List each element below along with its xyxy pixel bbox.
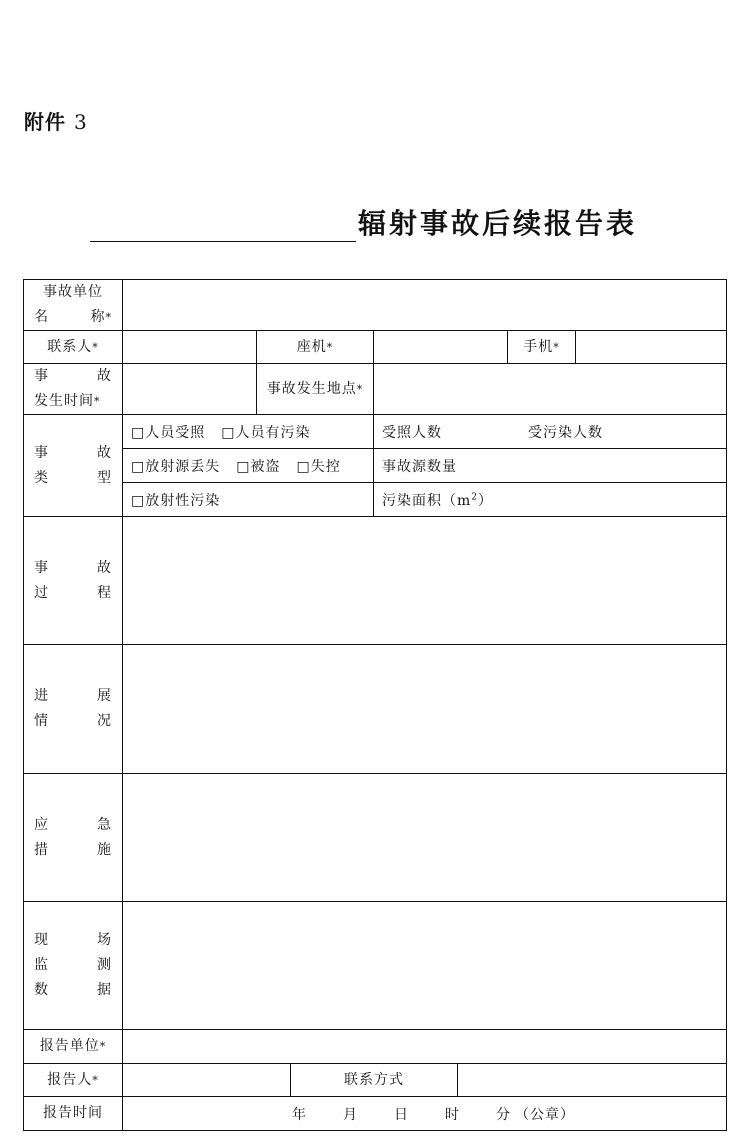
label-accident-type xyxy=(24,415,123,517)
checkbox-out-of-control[interactable] xyxy=(296,459,340,475)
row-unit-name xyxy=(24,280,727,331)
field-report-time[interactable] xyxy=(123,1097,727,1131)
required-mark: * xyxy=(94,395,101,408)
label-hour: 时 xyxy=(445,1106,460,1123)
label-year: 年 xyxy=(292,1106,307,1123)
label-accident-time-line2 xyxy=(34,389,112,414)
checkbox-radioactive-pollution[interactable] xyxy=(131,493,220,509)
label-monitoring-c: 监 xyxy=(34,957,49,973)
label-unit-name-a: 名 xyxy=(34,309,49,325)
row-type-3 xyxy=(24,483,727,517)
label-monitoring-b: 场 xyxy=(97,932,112,948)
option-source-lost-label: 放射源丢失 xyxy=(145,458,221,475)
label-measures-c: 措 xyxy=(34,841,49,858)
label-process-d: 程 xyxy=(97,584,112,601)
page-title: 辐射事故后续报告表 xyxy=(358,207,638,240)
label-contact-person-text: 联系人 xyxy=(47,338,93,355)
option-stolen-label: 被盗 xyxy=(250,458,281,475)
label-contact-method-text: 联系方式 xyxy=(344,1071,404,1088)
label-unit-name xyxy=(24,280,123,331)
label-process-a: 事 xyxy=(34,559,49,576)
required-mark: * xyxy=(326,340,334,354)
label-unit-name-b: 称 xyxy=(90,309,106,325)
label-location-text: 事故发生地点 xyxy=(266,380,357,397)
label-day: 日 xyxy=(394,1106,409,1123)
attachment-text: 附件 xyxy=(24,110,66,134)
row-type-1 xyxy=(24,415,727,449)
field-person-counts[interactable] xyxy=(374,415,727,449)
label-progress-c: 情 xyxy=(34,713,49,729)
label-progress-line2 xyxy=(34,709,112,734)
field-source-count[interactable] xyxy=(374,449,727,483)
field-pollution-area[interactable] xyxy=(374,483,727,517)
label-progress-d: 况 xyxy=(97,713,112,729)
row-process xyxy=(24,517,727,645)
label-monitoring-line2 xyxy=(34,953,112,978)
label-reporter-text: 报告人 xyxy=(47,1071,93,1088)
checkbox-icon[interactable]: □ xyxy=(221,424,236,441)
label-report-time-text: 报告时间 xyxy=(43,1105,103,1121)
label-emergency-measures xyxy=(24,774,123,902)
row-monitoring xyxy=(24,902,727,1030)
field-reporter[interactable] xyxy=(123,1064,291,1097)
required-mark: * xyxy=(92,1073,99,1087)
required-mark: * xyxy=(92,340,99,354)
checkbox-contaminated[interactable] xyxy=(221,425,310,441)
label-report-time xyxy=(24,1097,123,1131)
label-irradiated-count: 受照人数 xyxy=(382,424,442,441)
label-type-a: 事 xyxy=(34,444,49,461)
option-irradiated-label: 人员受照 xyxy=(145,424,206,441)
label-accident-time xyxy=(24,364,123,415)
label-unit-name-text1: 事故单位 xyxy=(43,284,103,300)
label-progress xyxy=(24,645,123,774)
label-progress-b: 展 xyxy=(97,688,112,704)
row-type-2 xyxy=(24,449,727,483)
label-contact-person xyxy=(24,331,123,364)
label-contaminated-count: 受污染人数 xyxy=(528,424,603,441)
options-row-1 xyxy=(123,415,374,449)
label-pollution-area: 污染面积（m xyxy=(382,492,472,509)
label-accident-time-line1 xyxy=(34,364,112,389)
label-measures-line1 xyxy=(34,813,112,838)
label-type-line2 xyxy=(34,466,112,491)
label-landline xyxy=(257,331,374,364)
label-process-b: 故 xyxy=(97,559,112,576)
label-report-unit xyxy=(24,1030,123,1064)
attachment-number: 3 xyxy=(73,110,88,134)
option-radioactive-pollution-label: 放射性污染 xyxy=(145,492,221,509)
title-row xyxy=(90,202,637,242)
attachment-label xyxy=(24,106,88,135)
label-measures-line2 xyxy=(34,838,112,863)
report-form xyxy=(23,279,727,1131)
label-time-b: 故 xyxy=(97,368,112,384)
checkbox-icon[interactable]: □ xyxy=(131,424,146,441)
label-pollution-area-sup: 2 xyxy=(471,491,479,502)
checkbox-icon[interactable]: □ xyxy=(131,458,146,475)
field-monitoring-data[interactable] xyxy=(123,902,727,1030)
field-report-unit[interactable] xyxy=(123,1030,727,1064)
label-monitoring-line3 xyxy=(34,978,112,1003)
field-unit-name[interactable] xyxy=(123,280,727,331)
label-monitoring-data xyxy=(24,902,123,1030)
field-accident-time[interactable] xyxy=(123,364,257,415)
label-progress-line1 xyxy=(34,684,112,709)
checkbox-irradiated[interactable] xyxy=(131,425,205,441)
checkbox-stolen[interactable] xyxy=(236,459,280,475)
label-report-unit-text: 报告单位 xyxy=(39,1038,100,1054)
row-progress xyxy=(24,645,727,774)
label-source-count: 事故源数量 xyxy=(382,458,457,475)
checkbox-source-lost[interactable] xyxy=(131,459,220,475)
field-emergency-measures[interactable] xyxy=(123,774,727,902)
label-monitoring-line1 xyxy=(34,928,112,953)
label-contact-method xyxy=(291,1064,458,1097)
label-type-c: 类 xyxy=(34,469,49,486)
label-process-line1 xyxy=(34,556,112,581)
row-report-time xyxy=(24,1097,727,1131)
label-progress-a: 进 xyxy=(34,688,49,704)
title-blank-line[interactable] xyxy=(90,205,356,242)
options-row-2 xyxy=(123,449,374,483)
label-process-line2 xyxy=(34,581,112,606)
label-minute: 分 xyxy=(496,1106,511,1123)
required-mark: * xyxy=(356,382,364,396)
options-row-3 xyxy=(123,483,374,517)
checkbox-icon[interactable]: □ xyxy=(131,492,146,509)
row-report-unit xyxy=(24,1030,727,1064)
field-mobile[interactable] xyxy=(576,331,727,364)
label-monitoring-f: 据 xyxy=(97,982,112,998)
checkbox-icon[interactable]: □ xyxy=(296,458,311,475)
field-accident-location[interactable] xyxy=(374,364,727,415)
field-contact-person[interactable] xyxy=(123,331,257,364)
row-time-location xyxy=(24,364,727,415)
label-pollution-area-close: ） xyxy=(478,492,494,509)
label-time-a: 事 xyxy=(34,368,49,384)
required-mark: * xyxy=(99,1040,107,1053)
required-mark: * xyxy=(105,311,112,324)
label-type-b: 故 xyxy=(97,444,112,461)
field-accident-process[interactable] xyxy=(123,517,727,645)
label-measures-d: 施 xyxy=(97,841,112,858)
label-type-line1 xyxy=(34,441,112,466)
row-contact xyxy=(24,331,727,364)
row-reporter xyxy=(24,1064,727,1097)
label-measures-a: 应 xyxy=(34,816,49,833)
option-out-of-control-label: 失控 xyxy=(310,458,341,475)
label-month: 月 xyxy=(343,1106,358,1123)
label-accident-location xyxy=(257,364,374,415)
option-contaminated-label: 人员有污染 xyxy=(235,424,311,441)
checkbox-icon[interactable]: □ xyxy=(236,458,251,475)
field-progress[interactable] xyxy=(123,645,727,774)
field-landline[interactable] xyxy=(374,331,508,364)
label-monitoring-a: 现 xyxy=(34,932,49,948)
required-mark: * xyxy=(553,340,560,354)
label-landline-text: 座机 xyxy=(296,338,327,355)
label-unit-name-line2 xyxy=(34,305,112,330)
field-contact-method[interactable] xyxy=(458,1064,727,1097)
label-time-text: 发生时间 xyxy=(34,393,94,409)
label-reporter xyxy=(24,1064,123,1097)
label-monitoring-d: 测 xyxy=(97,957,112,973)
label-process-c: 过 xyxy=(34,584,49,601)
label-seal: （公章） xyxy=(515,1106,575,1123)
label-mobile-text: 手机 xyxy=(523,338,554,355)
label-measures-b: 急 xyxy=(97,816,112,833)
label-monitoring-e: 数 xyxy=(34,982,49,998)
label-type-d: 型 xyxy=(97,469,112,486)
label-accident-process xyxy=(24,517,123,645)
label-unit-name-line1 xyxy=(34,280,112,305)
row-measures xyxy=(24,774,727,902)
label-mobile xyxy=(508,331,576,364)
